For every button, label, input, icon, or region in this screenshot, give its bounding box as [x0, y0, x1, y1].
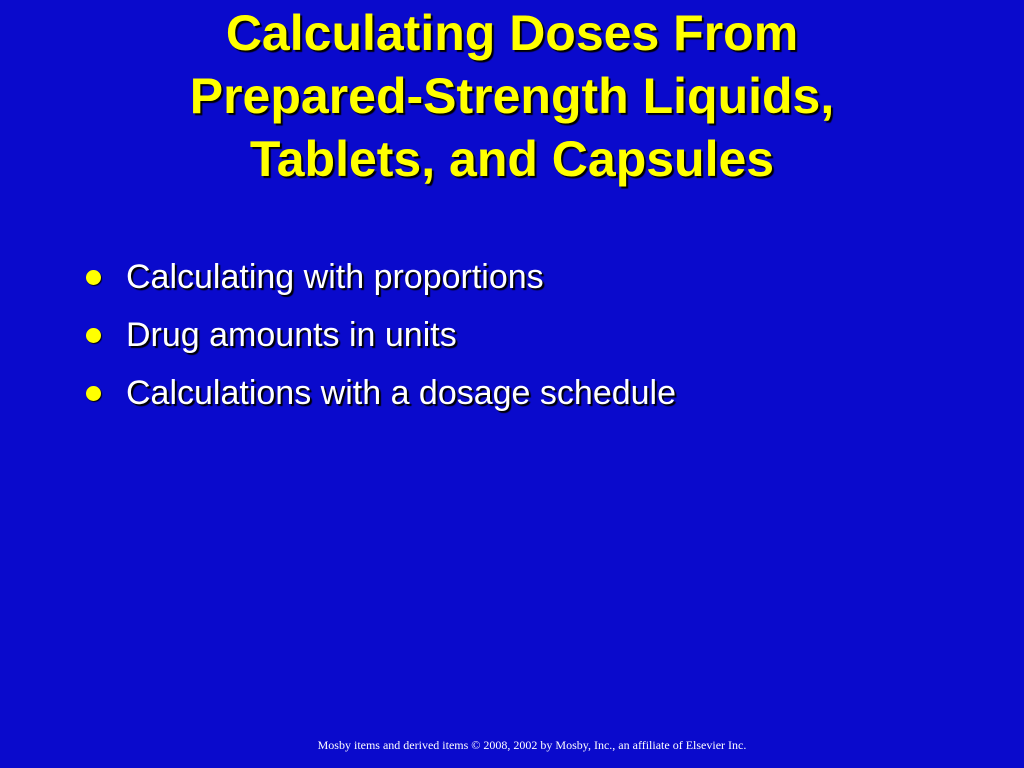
copyright-footer: Mosby items and derived items © 2008, 2002 by Mosby, Inc., an affiliate of Elsevier Inc.: [317, 738, 747, 752]
bullet-item: [86, 248, 676, 306]
bullet-text: Drug amounts in units: [126, 316, 457, 354]
title-line: Prepared-Strength Liquids,: [189, 68, 835, 124]
slide-title: [40, 2, 984, 191]
bullet-dot-icon: [86, 328, 101, 343]
bullet-text: Calculations with a dosage schedule: [126, 374, 677, 412]
bullet-dot-icon: [86, 386, 101, 401]
title-line: Calculating Doses From: [225, 5, 799, 61]
bullet-text: Calculating with proportions: [126, 258, 544, 296]
bullet-list: [86, 248, 676, 422]
bullet-item: [86, 364, 676, 422]
title-line: Tablets, and Capsules: [249, 131, 775, 187]
bullet-item: [86, 306, 676, 364]
bullet-dot-icon: [86, 270, 101, 285]
